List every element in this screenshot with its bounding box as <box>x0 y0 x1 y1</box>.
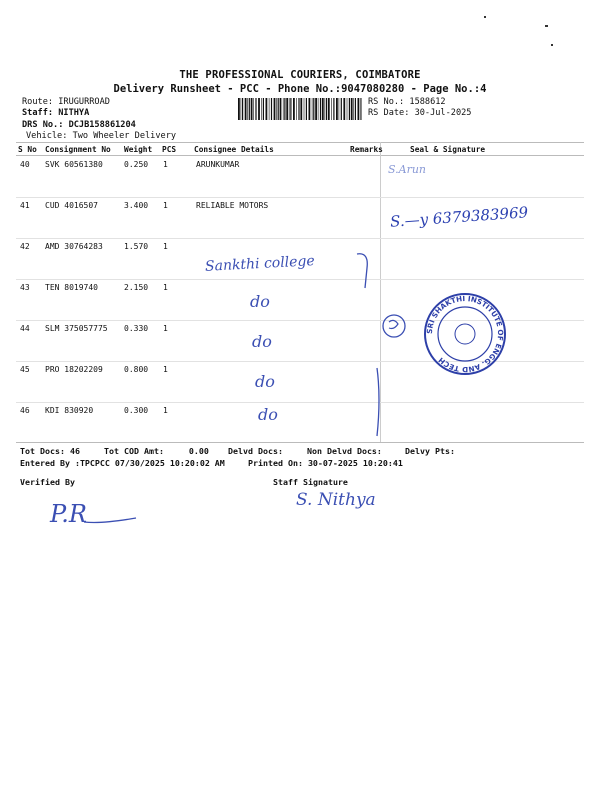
table-row-separator <box>16 238 584 239</box>
barcode-bar <box>328 98 330 120</box>
cell-weight: 0.800 <box>124 365 149 374</box>
barcode-bar <box>353 98 354 120</box>
barcode-bar <box>242 98 243 120</box>
barcode-bar <box>304 98 305 120</box>
staff-signature: S. Nithya <box>296 490 376 510</box>
delivered-docs: Delvd Docs: <box>228 446 283 456</box>
cell-weight: 0.330 <box>124 324 149 333</box>
barcode-bar <box>245 98 247 120</box>
col-header-remarks: Remarks <box>350 145 383 154</box>
barcode-bar <box>269 98 270 120</box>
barcode-bar <box>266 98 268 120</box>
barcode-bar <box>284 98 285 120</box>
company-title: THE PROFESSIONAL COURIERS, COIMBATORE <box>179 69 421 81</box>
staff-label: Staff: NITHYA <box>22 108 90 118</box>
scan-speck <box>545 25 548 27</box>
barcode-bar <box>360 98 361 120</box>
col-header-pcs: PCS <box>162 145 177 154</box>
barcode-bar <box>341 98 342 120</box>
cell-consignment: KDI 830920 <box>45 406 94 415</box>
barcode-bar <box>238 98 240 120</box>
cell-consignment: SVK 60561380 <box>45 160 103 169</box>
cell-pcs: 1 <box>163 242 168 251</box>
barcode-bar <box>253 98 254 120</box>
cell-pcs: 1 <box>163 365 168 374</box>
handwritten-consignee-45: do <box>255 372 275 391</box>
table-row-separator <box>16 197 584 198</box>
barcode-bar <box>343 98 345 120</box>
barcode-bar <box>358 98 360 120</box>
signature-row-41: S.—y 6379383969 <box>389 203 529 231</box>
barcode-bar <box>290 98 291 120</box>
barcode-bar <box>313 98 314 120</box>
barcode-bar <box>315 98 317 120</box>
barcode-bar <box>298 98 299 120</box>
scan-speck <box>551 44 553 46</box>
ditto-bracket <box>355 248 385 443</box>
barcode-bar <box>347 98 348 120</box>
barcode-bar <box>322 98 324 120</box>
col-header-seal: Seal & Signature <box>410 145 486 154</box>
barcode-bar <box>271 98 272 120</box>
barcode-bar <box>258 98 260 120</box>
barcode-bar <box>280 98 282 120</box>
route-label: Route: IRUGURROAD <box>22 97 110 107</box>
barcode-bar <box>355 98 356 120</box>
small-seal-mark <box>380 312 408 340</box>
barcode-bar <box>263 98 264 120</box>
col-header-consignee: Consignee Details <box>194 145 274 154</box>
delivery-points: Delvy Pts: <box>405 446 455 456</box>
cell-weight: 0.250 <box>124 160 149 169</box>
cell-sno: 43 <box>20 283 30 292</box>
cell-sno: 42 <box>20 242 30 251</box>
cell-sno: 45 <box>20 365 30 374</box>
non-delivered-docs: Non Delvd Docs: <box>307 446 382 456</box>
cell-consignee: ARUNKUMAR <box>196 160 240 169</box>
rs-date: RS Date: 30-Jul-2025 <box>368 108 472 118</box>
runsheet-subtitle: Delivery Runsheet - PCC - Phone No.:9047080280 - Page No.:4 <box>113 83 487 95</box>
barcode-bar <box>293 98 295 120</box>
barcode-bar <box>312 98 313 120</box>
institute-seal-stamp <box>423 292 507 376</box>
handwritten-consignee-46: do <box>258 405 278 424</box>
barcode-bar <box>286 98 288 120</box>
barcode-bar <box>255 98 256 120</box>
cell-consignment: SLM 375057775 <box>45 324 108 333</box>
total-cod: Tot COD Amt: 0.00 <box>104 446 209 456</box>
col-header-weight: Weight <box>124 145 153 154</box>
barcode-bar <box>296 98 297 120</box>
barcode-bar <box>247 98 248 120</box>
cell-weight: 0.300 <box>124 406 149 415</box>
barcode-bar <box>309 98 311 120</box>
cell-consignment: PRO 18202209 <box>45 365 103 374</box>
barcode-bar <box>339 98 340 120</box>
barcode-bar <box>331 98 332 120</box>
table-row-separator <box>16 279 584 280</box>
cell-sno: 46 <box>20 406 30 415</box>
barcode-bar <box>320 98 321 120</box>
vehicle-label: Vehicle: Two Wheeler Delivery <box>26 131 177 141</box>
table-top-rule <box>16 142 584 143</box>
barcode-bar <box>333 98 334 120</box>
barcode-bar <box>349 98 350 120</box>
cell-sno: 44 <box>20 324 30 333</box>
entered-by: Entered By :TPCPCC 07/30/2025 10:20:02 AM <box>20 458 225 468</box>
barcode-bar <box>351 98 353 120</box>
cell-consignee: RELIABLE MOTORS <box>196 201 269 210</box>
barcode-bar <box>336 98 338 120</box>
barcode-bar <box>251 98 253 120</box>
verified-by-signature: P.R <box>50 500 87 528</box>
handwritten-consignee-42: Sankthi college <box>204 253 316 275</box>
printed-on: Printed On: 30-07-2025 10:20:41 <box>248 458 403 468</box>
barcode-bar <box>300 98 302 120</box>
barcode-bar <box>326 98 327 120</box>
barcode-bar <box>289 98 290 120</box>
cell-weight: 2.150 <box>124 283 149 292</box>
cell-sno: 41 <box>20 201 30 210</box>
col-header-sno: S No <box>18 145 37 154</box>
total-docs: Tot Docs: 46 <box>20 446 80 456</box>
cell-pcs: 1 <box>163 160 168 169</box>
verified-signature-stroke <box>82 512 138 526</box>
barcode-bar <box>325 98 326 120</box>
staff-signature-label: Staff Signature <box>273 477 348 487</box>
cell-pcs: 1 <box>163 201 168 210</box>
table-header-rule <box>16 155 584 156</box>
scan-speck <box>484 16 486 18</box>
cell-consignment: TEN 8019740 <box>45 283 98 292</box>
handwritten-consignee-43: do <box>250 292 270 311</box>
barcode-bar <box>274 98 276 120</box>
cell-pcs: 1 <box>163 283 168 292</box>
drs-label: DRS No.: DCJB158861204 <box>22 120 136 130</box>
barcode-bar <box>362 98 363 120</box>
barcode-bar <box>306 98 307 120</box>
cell-consignment: AMD 30764283 <box>45 242 103 251</box>
table-row-separator <box>16 402 584 403</box>
cell-weight: 1.570 <box>124 242 149 251</box>
cell-consignment: CUD 4016507 <box>45 201 98 210</box>
cell-pcs: 1 <box>163 406 168 415</box>
barcode-image <box>238 98 362 120</box>
barcode-bar <box>278 98 279 120</box>
verified-by-label: Verified By <box>20 477 75 487</box>
cell-pcs: 1 <box>163 324 168 333</box>
table-bottom-rule <box>16 442 584 443</box>
svg-text:SRI SHAKTHI INSTITUTE OF ENGG.: SRI SHAKTHI INSTITUTE OF ENGG. AND TECH <box>424 293 506 375</box>
barcode-bar <box>249 98 250 120</box>
cell-weight: 3.400 <box>124 201 149 210</box>
signature-row-40: S.Arun <box>388 163 427 176</box>
barcode-bar <box>318 98 319 120</box>
barcode-bar <box>276 98 277 120</box>
barcode-bar <box>241 98 242 120</box>
col-header-consignment: Consignment No <box>45 145 111 154</box>
cell-sno: 40 <box>20 160 30 169</box>
barcode-bar <box>283 98 284 120</box>
barcode-bar <box>261 98 262 120</box>
handwritten-consignee-44: do <box>252 332 272 351</box>
rs-number: RS No.: 1588612 <box>368 97 446 107</box>
